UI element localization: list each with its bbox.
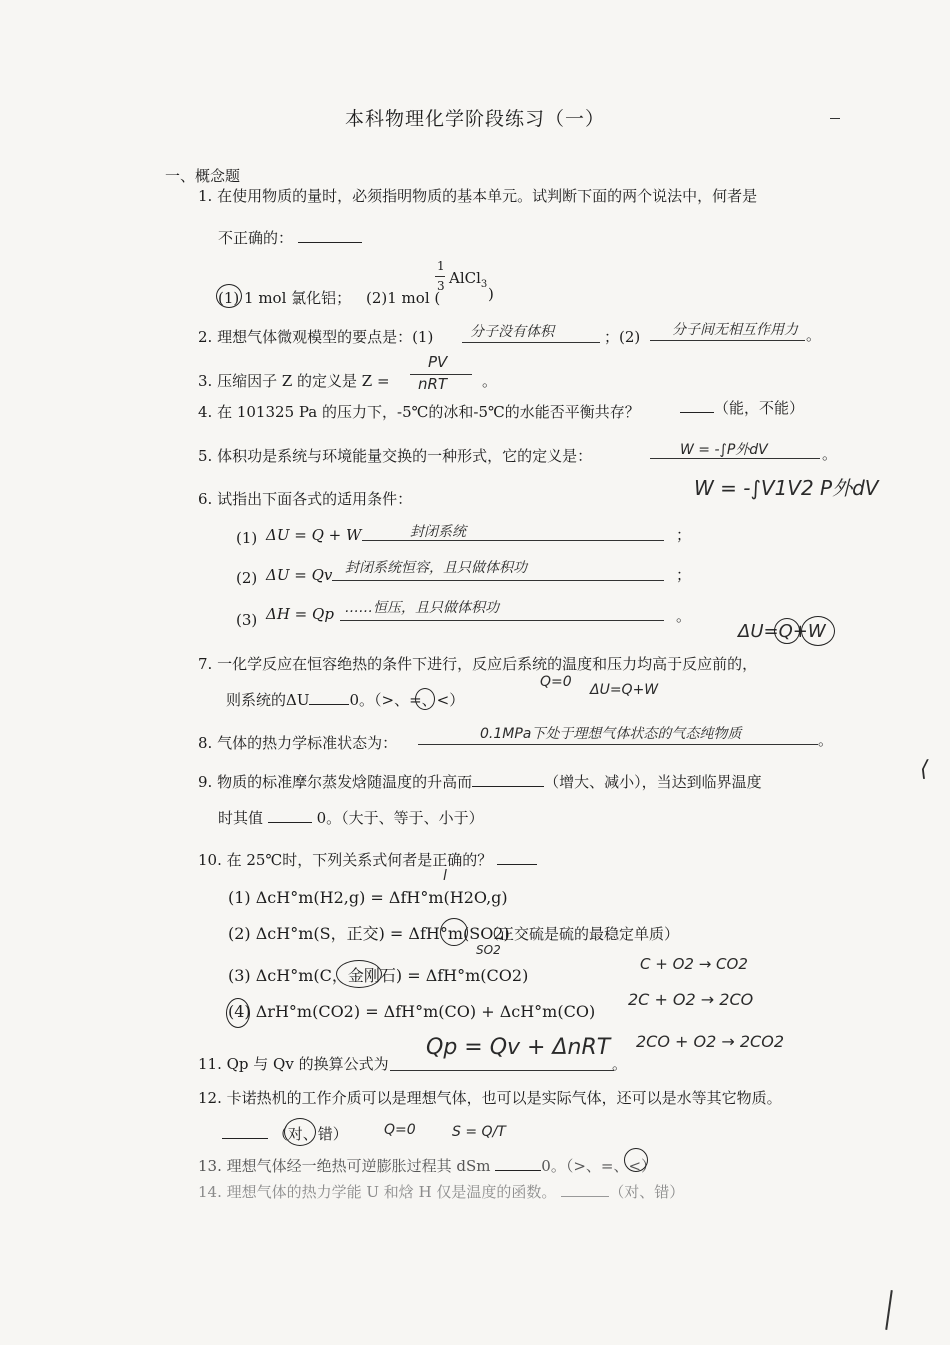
answer-circle bbox=[415, 688, 435, 710]
q7-text2: 则系统的ΔU 0。（>、=、<） bbox=[226, 691, 465, 709]
q6-eq-2: ΔU = Qv bbox=[266, 566, 333, 584]
q2-blank-2 bbox=[650, 340, 805, 341]
q14-text: 14. 理想气体的热力学能 U 和焓 H 仅是温度的函数。 （对、错） bbox=[198, 1183, 685, 1201]
q6-blank-1 bbox=[362, 540, 664, 541]
q6-label-3: (3) bbox=[236, 611, 258, 629]
q1-opt1: (1) 1 mol 氯化铝； bbox=[218, 289, 352, 307]
q11-end: 。 bbox=[612, 1055, 628, 1073]
q6-blank-3 bbox=[340, 620, 664, 621]
q10-note-so2: SO2 bbox=[476, 943, 501, 957]
q6-end-1: ； bbox=[676, 526, 692, 544]
q5-end: 。 bbox=[822, 445, 838, 463]
q1-frac-den: 3 bbox=[437, 279, 445, 293]
q1-text2: 不正确的： bbox=[218, 228, 362, 248]
q2-sep: ；(2) bbox=[604, 328, 641, 346]
answer-circle bbox=[440, 918, 468, 946]
margin-stroke bbox=[885, 1290, 893, 1330]
q5-side-note: W = -∫V1V2 P外dV bbox=[694, 476, 879, 500]
q5-text: 5. 体积功是系统与环境能量交换的一种形式，它的定义是： bbox=[198, 447, 593, 465]
q12-hw-2: S = Q/T bbox=[452, 1124, 506, 1140]
q6-end-3: 。 bbox=[676, 607, 692, 625]
q12-hw-1: Q=0 bbox=[384, 1122, 416, 1138]
answer-circle bbox=[336, 960, 382, 988]
q10-item-4: (4) ΔrH°m(CO2) = ΔfH°m(CO) + ΔcH°m(CO) bbox=[228, 1002, 596, 1021]
margin-mark: ⟨ bbox=[920, 757, 929, 782]
q1-formula: AlCl$_3$ bbox=[449, 269, 488, 290]
q10-item-1: (1) ΔcH°m(H2,g) = ΔfH°m(H2O,g) bbox=[228, 888, 508, 907]
q2-answer-1: 分子没有体积 bbox=[470, 324, 554, 340]
q4-choice: （能，不能） bbox=[680, 398, 804, 418]
q6-blank-2 bbox=[332, 580, 664, 581]
q5-answer: W = -∫P外dV bbox=[680, 442, 768, 458]
answer-circle bbox=[226, 998, 250, 1028]
q10-item-3: (3) ΔcH°m(C，金刚石) = ΔfH°m(CO2) bbox=[228, 966, 529, 985]
q10-hw-4b: 2CO + O2 → 2CO2 bbox=[636, 1032, 784, 1051]
q11-blank bbox=[390, 1070, 614, 1071]
q6-answer-2: 封闭系统恒容，且只做体积功 bbox=[345, 560, 527, 576]
q10-note-2: （正交硫是硫的最稳定单质） bbox=[484, 925, 680, 943]
q3-end: 。 bbox=[482, 372, 498, 390]
q7-note-2: ΔU=Q+W bbox=[590, 682, 659, 698]
q9-text: 9. 物质的标准摩尔蒸发焓随温度的升高而 （增大、减小），当达到临界温度 bbox=[198, 773, 762, 791]
q8-end: 。 bbox=[818, 731, 834, 749]
q9-text2: 时其值 0。（大于、等于、小于） bbox=[218, 809, 484, 827]
q6-end-2: ； bbox=[676, 566, 692, 584]
q1-text: 1. 在使用物质的量时，必须指明物质的基本单元。试判断下面的两个说法中，何者是 bbox=[198, 187, 758, 205]
q7-text: 7. 一化学反应在恒容绝热的条件下进行，反应后系统的温度和压力均高于反应前的， bbox=[198, 655, 758, 673]
q6-eq-3: ΔH = Qp bbox=[266, 605, 334, 623]
q10-hw-4a: 2C + O2 → 2CO bbox=[628, 990, 754, 1009]
q12-choice: （对、错） bbox=[222, 1124, 348, 1144]
q11-answer: Qp = Qv + ΔnRT bbox=[426, 1035, 611, 1060]
q3-text: 3. 压缩因子 Z 的定义是 Z = bbox=[198, 372, 390, 390]
margin-dash bbox=[830, 118, 840, 119]
q10-text: 10. 在 25℃时，下列关系式何者是正确的？ bbox=[198, 850, 537, 870]
q7-note-1: Q=0 bbox=[540, 674, 572, 690]
q6-text: 6. 试指出下面各式的适用条件： bbox=[198, 490, 413, 508]
q6-answer-1: 封闭系统 bbox=[410, 524, 466, 540]
q10-item-2: (2) ΔcH°m(S，正交) = ΔfH°m(SO2) bbox=[228, 924, 510, 943]
section-heading: 一、概念题 bbox=[165, 167, 241, 185]
q1-frac-num: 1 bbox=[437, 259, 445, 273]
q11-text: 11. Qp 与 Qv 的换算公式为 bbox=[198, 1055, 389, 1073]
q2-blank-1 bbox=[462, 342, 600, 343]
q13-text: 13. 理想气体经一绝热可逆膨胀过程其 dSm 0。（>、=、<） bbox=[198, 1157, 657, 1175]
q7-side-note: ΔU=Q+W bbox=[738, 621, 826, 642]
q4-text: 4. 在 101325 Pa 的压力下，-5℃的冰和-5℃的水能否平衡共存？ bbox=[198, 403, 640, 421]
answer-circle bbox=[624, 1148, 648, 1172]
q1-opt2: (2)1 mol ( bbox=[366, 289, 441, 307]
q2-answer-2: 分子间无相互作用力 bbox=[672, 322, 798, 338]
answer-circle bbox=[284, 1118, 316, 1146]
page-title: 本科物理化学阶段练习（一） bbox=[345, 108, 606, 130]
q8-answer: 0.1MPa下处于理想气体状态的气态纯物质 bbox=[480, 726, 742, 742]
q10-note-l: l bbox=[443, 868, 447, 884]
q6-answer-3: ……恒压，且只做体积功 bbox=[345, 600, 499, 616]
answer-circle bbox=[801, 616, 835, 646]
q3-numerator: PV bbox=[428, 353, 448, 371]
q12-text: 12. 卡诺热机的工作介质可以是理想气体，也可以是实际气体，还可以是水等其它物质。 bbox=[198, 1089, 782, 1107]
q2-end: 。 bbox=[806, 326, 822, 344]
q6-eq-1: ΔU = Q + W bbox=[266, 526, 362, 544]
q1-close: ) bbox=[488, 285, 494, 303]
q3-denominator: nRT bbox=[418, 375, 448, 393]
q8-blank bbox=[418, 744, 818, 745]
q10-hw-3: C + O2 → CO2 bbox=[640, 955, 748, 973]
q6-label-2: (2) bbox=[236, 569, 258, 587]
q8-text: 8. 气体的热力学标准状态为： bbox=[198, 734, 398, 752]
q5-blank bbox=[650, 458, 820, 459]
q2-text: 2. 理想气体微观模型的要点是：(1) bbox=[198, 328, 434, 346]
answer-circle bbox=[216, 284, 242, 308]
answer-circle bbox=[774, 618, 800, 644]
q6-label-1: (1) bbox=[236, 529, 258, 547]
